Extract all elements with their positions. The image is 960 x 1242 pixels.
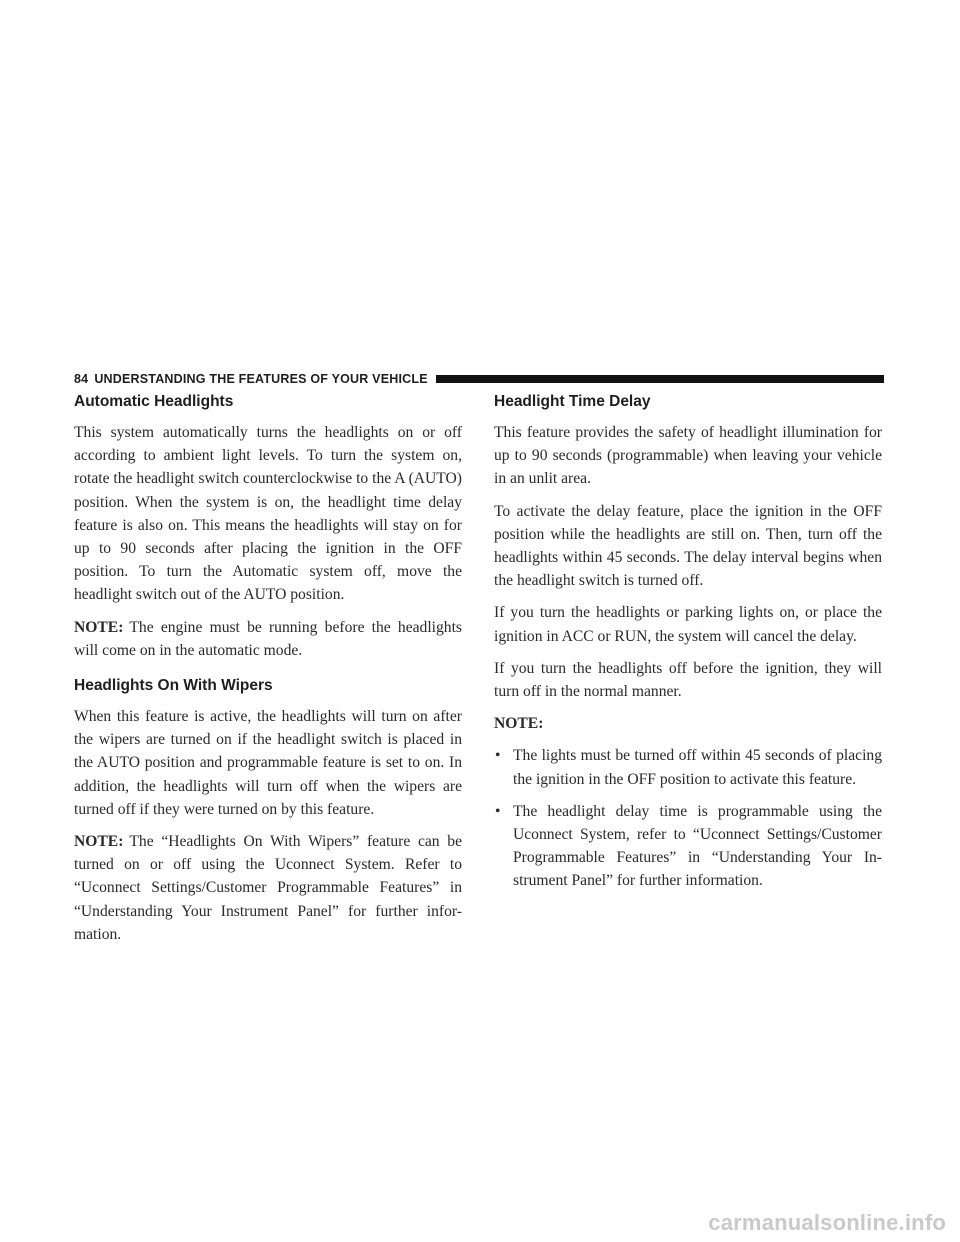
delay-note-label xyxy=(494,712,882,735)
right-column xyxy=(494,392,882,902)
note-text: The engine must be running before the headlights will come on in the automatic mode. xyxy=(74,618,462,659)
list-item-text: The lights must be turned off within 45 seconds of placing the ignition in the OFF position to activate this feature. xyxy=(513,747,882,788)
headlights-wipers-body: When this feature is active, the headlights will turn on after the wipers are turned on if the headlight switch is placed in the AUTO position and programmable feature is set to on. In addition, the headlights will turn off when the wipers are turned off if they were turned on by this feature. xyxy=(74,708,462,818)
bullet-icon: • xyxy=(495,747,501,765)
left-column xyxy=(74,392,462,955)
list-item xyxy=(494,800,882,893)
page-number: 84 xyxy=(74,372,89,386)
automatic-headlights-note xyxy=(74,616,462,662)
note-label: NOTE: xyxy=(74,618,124,636)
watermark-text: carmanualsonline.info xyxy=(708,1210,946,1235)
delay-note-list xyxy=(494,744,882,892)
list-item xyxy=(494,744,882,790)
delay-paragraph: To activate the delay feature, place the ignition in the OFF position while the headlights are still on. Then, turn off the headlights within 45 seconds. The delay interval begins when the headlight switch is turned off. xyxy=(494,502,882,590)
delay-paragraph: This feature provides the safety of headlight illumination for up to 90 seconds (programmable) when leaving your vehicle in an unlit area. xyxy=(494,424,882,488)
header-rule xyxy=(436,375,884,383)
automatic-headlights-heading: Automatic Headlights xyxy=(74,393,234,410)
note-label: NOTE: xyxy=(74,833,124,851)
headlight-time-delay-heading: Headlight Time Delay xyxy=(494,393,651,410)
section-title: UNDERSTANDING THE FEATURES OF YOUR VEHICLE xyxy=(94,372,428,386)
automatic-headlights-body: This system automatically turns the headlights on or off according to ambient light levels. To turn the system on, rotate the headlight switch counterclockwise to the A (AUTO) position. When the system is on, the headlight time delay feature is also on. This means the headlights will stay on for up to 90 seconds after placing the ignition in the OFF position. To turn the Automatic system off, move the headlight switch out of the AUTO position. xyxy=(74,424,462,604)
note-label: NOTE: xyxy=(494,715,544,733)
delay-paragraph: If you turn the headlights off before the ignition, they will turn off in the normal manner. xyxy=(494,659,882,701)
list-item-text: The headlight delay time is programmable using the Uconnect System, refer to “Uconnect Settings/Customer Programmable Features” in “Understanding Your In-strument Panel” for further information. xyxy=(513,802,882,890)
headlights-wipers-note xyxy=(74,830,462,946)
headlights-wipers-heading: Headlights On With Wipers xyxy=(74,677,273,695)
bullet-icon: • xyxy=(495,802,501,820)
note-text: The “Headlights On With Wipers” feature can be turned on or off using the Uconnect System. Refer to “Uconnect Settings/Customer Programmable Features” in “Understanding Your Instrument Panel” for further infor-mation. xyxy=(74,833,462,943)
delay-paragraph: If you turn the headlights or parking lights on, or place the ignition in ACC or RUN, the system will cancel the delay. xyxy=(494,604,882,645)
page-header xyxy=(74,371,884,387)
